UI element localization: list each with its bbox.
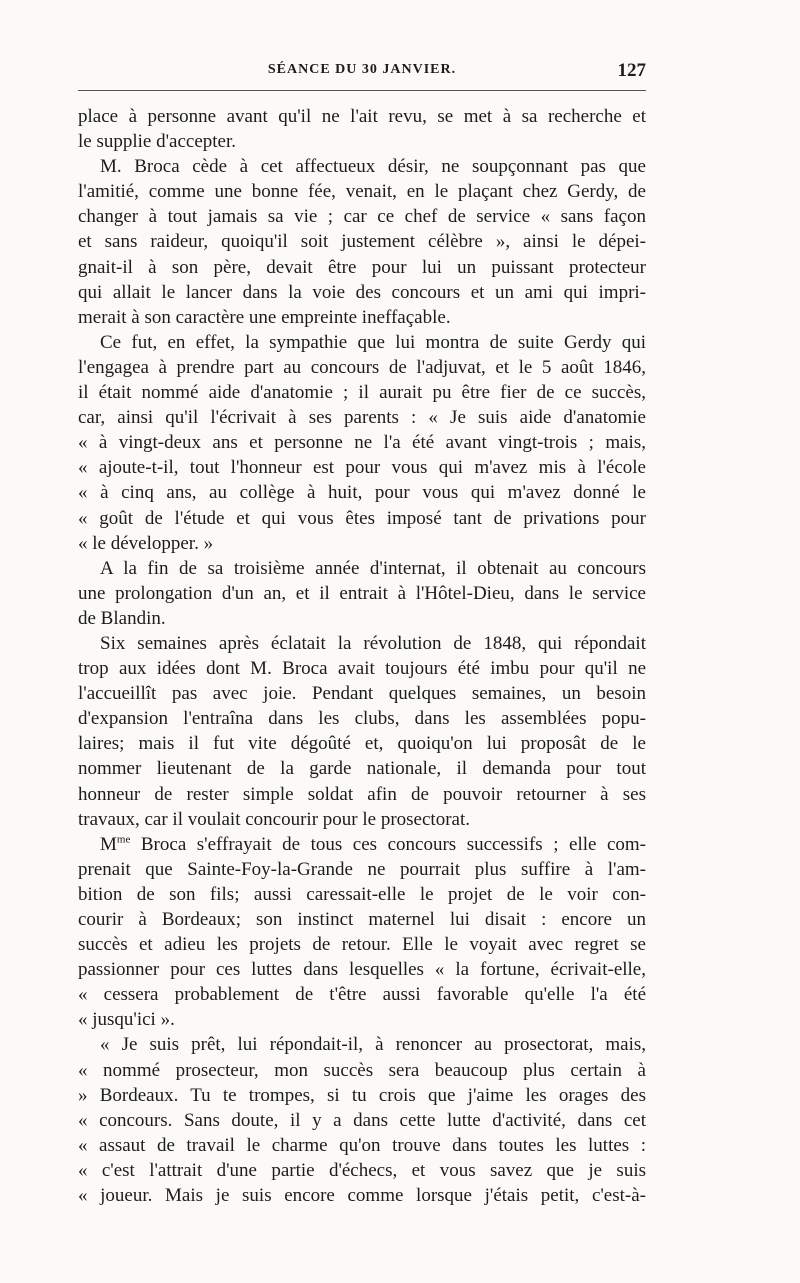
text-line: « jusqu'ici ».	[78, 1009, 175, 1031]
text-line: et sans raideur, quoiqu'il soit justement célèbre », ainsi le dépei-	[78, 231, 646, 253]
text-line: une prolongation d'un an, et il entrait à l'Hôtel-Dieu, dans le service	[78, 582, 646, 604]
text-line: gnait-il à son père, devait être pour lui un puissant protecteur	[78, 256, 646, 278]
text-line: » Bordeaux. Tu te trompes, si tu crois que j'aime les orages des	[78, 1084, 646, 1106]
text-line: l'engagea à prendre part au concours de l'adjuvat, et le 5 août 1846,	[78, 356, 646, 378]
text-line: l'accueillît pas avec joie. Pendant quelques semaines, un besoin	[78, 683, 646, 705]
text-line: place à personne avant qu'il ne l'ait revu, se met à sa recherche et	[78, 106, 646, 127]
text-line: courir à Bordeaux; son instinct maternel lui disait : encore un	[78, 909, 646, 930]
running-header	[78, 60, 646, 84]
text-line: « joueur. Mais je suis encore comme lorsque j'étais petit, c'est-à-	[78, 1185, 646, 1207]
text-line: bition de son fils; aussi caressait-elle le projet de le voir con-	[78, 883, 646, 905]
text-line: « à vingt-deux ans et personne ne l'a été avant vingt-trois ; mais,	[78, 432, 646, 454]
body-text	[78, 104, 646, 1208]
text-line: « le développer. »	[78, 532, 214, 554]
header-rule	[78, 90, 646, 91]
text-line: l'amitié, comme une bonne fée, venait, en le plaçant chez Gerdy, de	[78, 181, 646, 203]
text-line: qui allait le lancer dans la voie des concours et un ami qui impri-	[78, 281, 646, 303]
text-line: merait à son caractère une empreinte ineffaçable.	[78, 306, 451, 328]
text-line: « assaut de travail le charme qu'on trouve dans toutes les luttes :	[78, 1134, 646, 1156]
text-line: « concours. Sans doute, il y a dans cette lutte d'activité, dans cet	[78, 1109, 646, 1131]
text-line: d'expansion l'entraîna dans les clubs, dans les assemblées popu-	[78, 708, 646, 730]
text-line: le supplie d'accepter.	[78, 131, 236, 153]
text-line: « à cinq ans, au collège à huit, pour vous qui m'avez donné le	[78, 482, 646, 504]
text-line: « nommé prosecteur, mon succès sera beaucoup plus certain à	[78, 1059, 646, 1081]
text-line: A la fin de sa troisième année d'internat, il obtenait au concours	[100, 557, 646, 579]
text-line: trop aux idées dont M. Broca avait toujours été imbu pour qu'il ne	[78, 658, 646, 680]
text-line: prenait que Sainte-Foy-la-Grande ne pourrait plus suffire à l'am-	[78, 858, 646, 880]
running-title: SÉANCE DU 30 JANVIER.	[267, 62, 457, 77]
text-line: car, ainsi qu'il l'écrivait à ses parents : « Je suis aide d'anatomie	[78, 407, 646, 429]
text-line: travaux, car il voulait concourir pour le prosectorat.	[78, 808, 470, 830]
text-line: de Blandin.	[78, 607, 166, 629]
text-line: nommer lieutenant de la garde nationale, il demanda pour tout	[78, 758, 646, 780]
text-line: $M^{me}$ Broca s'effrayait de tous ces concours successifs ; elle com-	[100, 833, 646, 855]
text-line: succès et adieu les projets de retour. Elle le voyait avec regret se	[78, 934, 646, 956]
text-line: Ce fut, en effet, la sympathie que lui montra de suite Gerdy qui	[100, 331, 646, 353]
text-line: changer à tout jamais sa vie ; car ce chef de service « sans façon	[78, 206, 646, 228]
page-number: 127	[617, 60, 646, 81]
text-line: M. Broca cède à cet affectueux désir, ne soupçonnant pas que	[100, 156, 646, 178]
text-line: « goût de l'étude et qui vous êtes imposé tant de privations pour	[78, 507, 646, 529]
text-line: « c'est l'attrait d'une partie d'échecs, et vous savez que je suis	[78, 1159, 646, 1181]
text-line: laires; mais il fut vite dégoûté et, quoiqu'on lui proposât de le	[78, 733, 646, 755]
text-line: « Je suis prêt, lui répondait-il, à renoncer au prosectorat, mais,	[100, 1034, 646, 1056]
text-line: il était nommé aide d'anatomie ; il aurait pu être fier de ce succès,	[78, 382, 646, 404]
text-line: honneur de rester simple soldat afin de pouvoir retourner à ses	[78, 783, 646, 805]
text-line: passionner pour ces luttes dans lesquelles « la fortune, écrivait-elle,	[78, 959, 646, 981]
text-line: « ajoute-t-il, tout l'honneur est pour vous qui m'avez mis à l'école	[78, 457, 646, 479]
text-line: « cessera probablement de t'être aussi favorable qu'elle l'a été	[78, 984, 646, 1006]
text-line: Six semaines après éclatait la révolution de 1848, qui répondait	[100, 632, 646, 654]
